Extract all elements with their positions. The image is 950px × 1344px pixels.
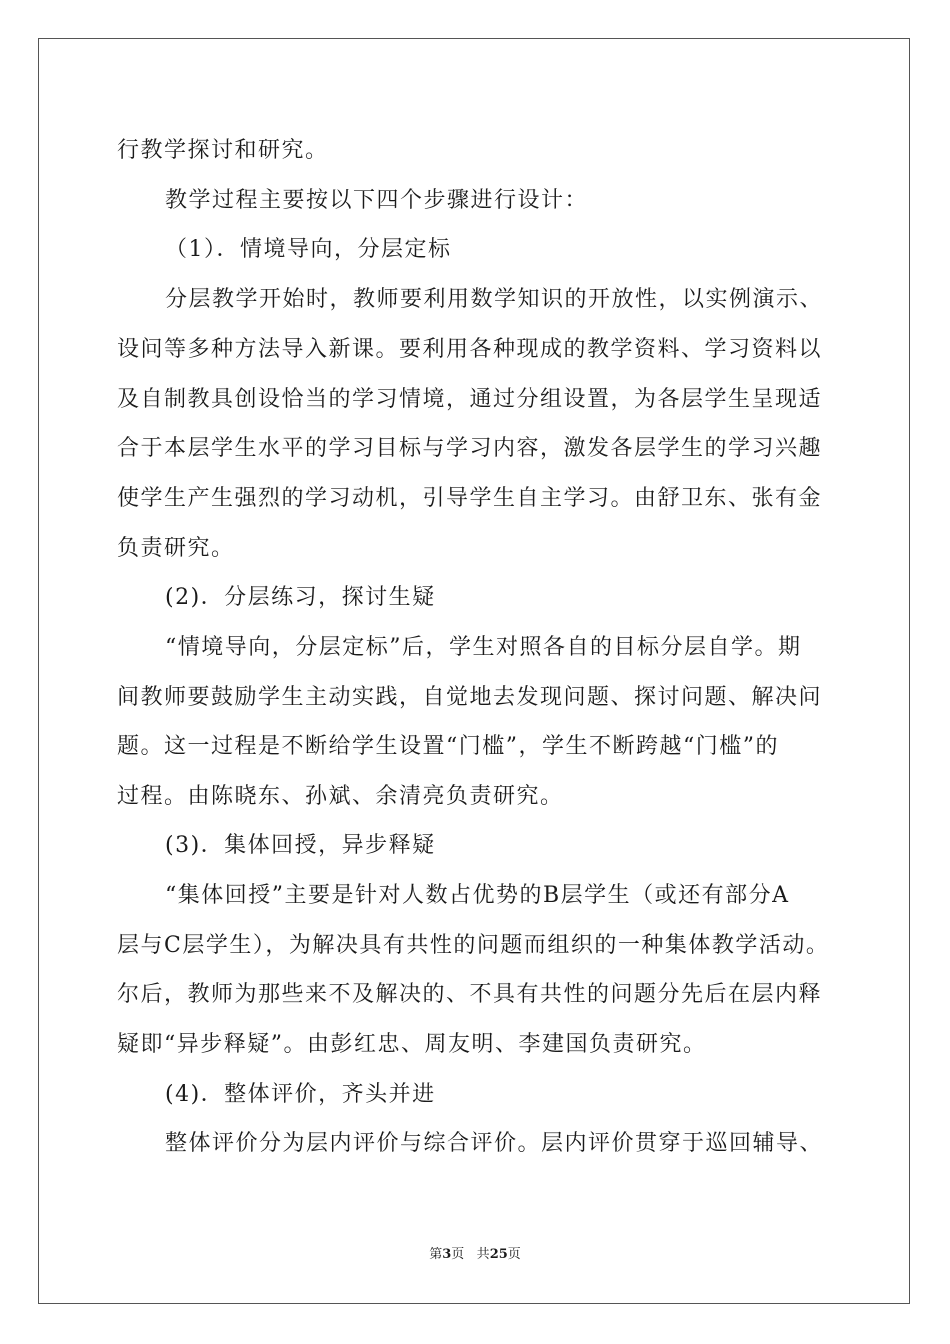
page-footer xyxy=(0,1246,950,1264)
paragraph-line: 教学过程主要按以下四个步骤进行设计： xyxy=(165,188,589,213)
paragraph-line: “情境导向，分层定标”后，学生对照各自的目标分层自学。期 xyxy=(165,635,802,660)
total-pages-number: 25 xyxy=(489,1247,508,1262)
paragraph-line: 尔后，教师为那些来不及解决的、不具有共性的问题分先后在层内释 xyxy=(117,982,823,1007)
paragraph-line: 过程。由陈晓东、孙斌、余清亮负责研究。 xyxy=(117,784,564,809)
section-heading: (4)．整体评价，齐头并进 xyxy=(165,1082,436,1107)
paragraph-line: “集体回授”主要是针对人数占优势的B层学生（或还有部分A xyxy=(165,883,790,908)
paragraph-line: 分层教学开始时，教师要利用数学知识的开放性，以实例演示、 xyxy=(165,287,824,312)
page-border xyxy=(38,38,910,1304)
footer-prefix: 第 xyxy=(429,1247,443,1262)
footer-total-suffix: 页 xyxy=(507,1247,521,1262)
footer-total-prefix: 共 xyxy=(476,1247,490,1262)
paragraph-line: 层与C层学生），为解决具有共性的问题而组织的一种集体教学活动。 xyxy=(117,933,830,958)
section-heading: （1）．情境导向，分层定标 xyxy=(165,237,452,262)
paragraph-line: 负责研究。 xyxy=(117,536,235,561)
paragraph-line: 整体评价分为层内评价与综合评价。层内评价贯穿于巡回辅导、 xyxy=(165,1131,824,1156)
paragraph-line: 合于本层学生水平的学习目标与学习内容，激发各层学生的学习兴趣 xyxy=(117,436,823,461)
paragraph-line: 题。这一过程是不断给学生设置“门槛”，学生不断跨越“门槛”的 xyxy=(117,734,779,759)
section-heading: (3)．集体回授，异步释疑 xyxy=(165,833,436,858)
paragraph-line: 使学生产生强烈的学习动机，引导学生自主学习。由舒卫东、张有金 xyxy=(117,486,823,511)
section-heading: (2)．分层练习，探讨生疑 xyxy=(165,585,436,610)
paragraph-line: 间教师要鼓励学生主动实践，自觉地去发现问题、探讨问题、解决问 xyxy=(117,685,823,710)
paragraph-line: 及自制教具创设恰当的学习情境，通过分组设置，为各层学生呈现适 xyxy=(117,387,823,412)
current-page-number: 3 xyxy=(442,1247,452,1262)
footer-page-suffix: 页 xyxy=(451,1247,465,1262)
paragraph-line: 疑即“异步释疑”。由彭红忠、周友明、李建国负责研究。 xyxy=(117,1032,707,1057)
paragraph-line: 设问等多种方法导入新课。要利用各种现成的教学资料、学习资料以 xyxy=(117,337,823,362)
paragraph-line: 行教学探讨和研究。 xyxy=(117,138,329,163)
